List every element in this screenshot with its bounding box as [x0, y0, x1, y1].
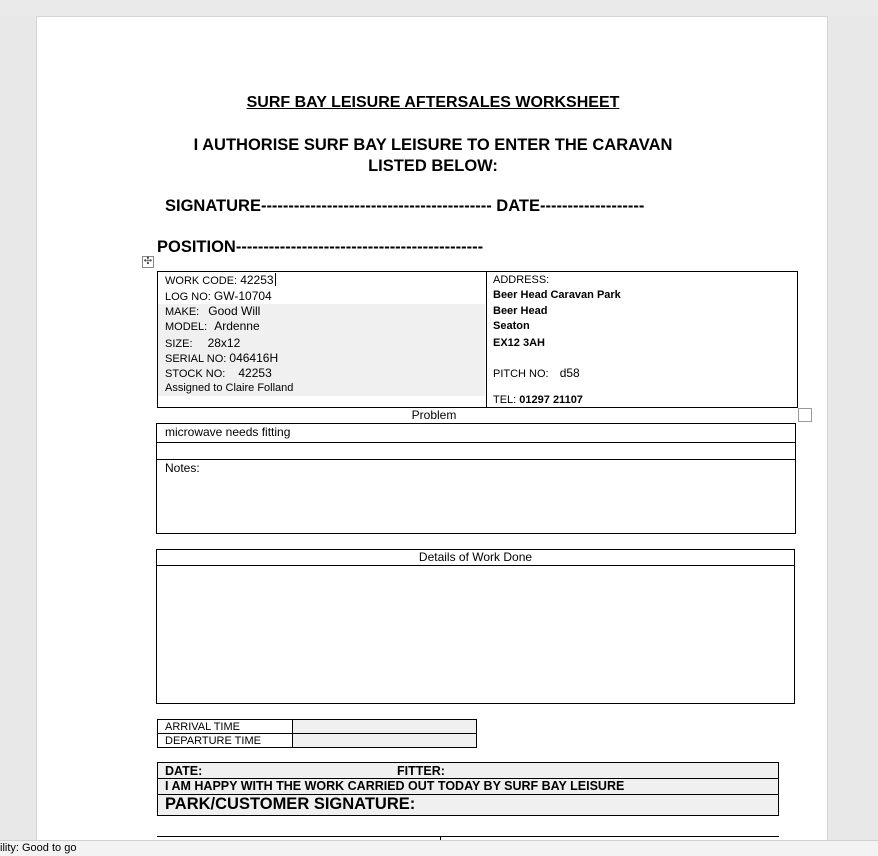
model-row: [165, 319, 260, 333]
divider: [157, 459, 795, 460]
times-table[interactable]: [157, 719, 477, 748]
status-bar: [0, 840, 878, 856]
satisfaction-statement: I AM HAPPY WITH THE WORK CARRIED OUT TODAY BY SURF BAY LEISURE: [165, 779, 625, 793]
work-code-row: [165, 273, 276, 287]
date-label: DATE:: [165, 764, 203, 778]
tel-row: [493, 394, 583, 406]
pitch-label: PITCH NO:: [493, 368, 549, 380]
divider: [157, 565, 794, 566]
problem-text[interactable]: microwave needs fitting: [165, 425, 291, 439]
stock-value[interactable]: 42253: [238, 366, 272, 380]
stock-label: STOCK NO:: [165, 368, 226, 380]
make-value[interactable]: Good Will: [208, 304, 261, 318]
divider: [158, 733, 476, 734]
address-label: ADDRESS:: [493, 274, 550, 286]
signoff-table[interactable]: [157, 762, 779, 816]
document-page[interactable]: [36, 16, 828, 846]
arrival-time-label: ARRIVAL TIME: [165, 721, 240, 733]
size-value[interactable]: 28x12: [207, 336, 241, 350]
divider: [157, 442, 795, 443]
authorisation-line-1: I AUTHORISE SURF BAY LEISURE TO ENTER THE CARAVAN: [193, 136, 673, 154]
customer-signature-label: PARK/CUSTOMER SIGNATURE:: [165, 795, 416, 813]
position-line: POSITION---------------------------------------------: [157, 238, 484, 256]
address-line-1: Beer Head Caravan Park: [493, 289, 621, 301]
assigned-row: Assigned to Claire Folland: [165, 382, 294, 394]
address-line-3: Seaton: [493, 320, 530, 332]
ruler-strip: [0, 0, 878, 16]
pitch-row: [493, 366, 580, 380]
serial-label: SERIAL NO:: [165, 353, 227, 365]
fitter-label: FITTER:: [397, 764, 445, 778]
log-no-label: LOG NO:: [165, 291, 211, 303]
arrival-time-field[interactable]: [293, 720, 476, 733]
work-done-table[interactable]: [156, 549, 795, 704]
text-cursor: [275, 273, 276, 286]
authorisation-line-2: LISTED BELOW:: [368, 157, 498, 175]
caravan-details-cell[interactable]: [158, 272, 487, 407]
serial-row: [165, 351, 278, 365]
departure-time-label: DEPARTURE TIME: [165, 735, 261, 747]
address-line-2: Beer Head: [493, 305, 548, 317]
table-move-handle-icon[interactable]: ✣: [143, 256, 153, 267]
pitch-value[interactable]: d58: [559, 366, 580, 380]
worksheet-title: SURF BAY LEISURE AFTERSALES WORKSHEET: [246, 94, 620, 111]
next-table-top-border: [157, 836, 779, 837]
make-label: MAKE:: [165, 306, 200, 318]
log-no-row: [165, 289, 272, 303]
work-done-header: Details of Work Done: [418, 550, 533, 564]
tel-value[interactable]: 01297 21107: [519, 394, 583, 406]
tel-label: TEL:: [493, 394, 517, 406]
problem-header: Problem: [411, 408, 457, 422]
size-label: SIZE:: [165, 338, 193, 350]
work-code-label: WORK CODE:: [165, 275, 238, 287]
model-value[interactable]: Ardenne: [214, 319, 260, 333]
log-no-value[interactable]: GW-10704: [213, 289, 272, 303]
problem-table[interactable]: [156, 423, 796, 534]
address-line-4: EX12 3AH: [493, 337, 545, 349]
work-code-value[interactable]: 42253: [240, 273, 274, 287]
signature-date-line: SIGNATURE------------------------------------------ DATE-------------------: [165, 197, 645, 215]
stock-row: [165, 366, 272, 380]
serial-value[interactable]: 046416H: [229, 351, 279, 365]
model-label: MODEL:: [165, 321, 208, 333]
make-row: [165, 304, 260, 318]
authorisation-statement: [37, 135, 829, 177]
notes-label: Notes:: [165, 461, 200, 475]
address-cell[interactable]: [493, 272, 793, 407]
accessibility-status[interactable]: ility: Good to go: [0, 842, 77, 854]
size-row: [165, 336, 240, 350]
departure-time-field[interactable]: [293, 734, 476, 747]
caravan-info-table[interactable]: [157, 271, 798, 408]
table-resize-handle-icon[interactable]: [798, 408, 812, 422]
